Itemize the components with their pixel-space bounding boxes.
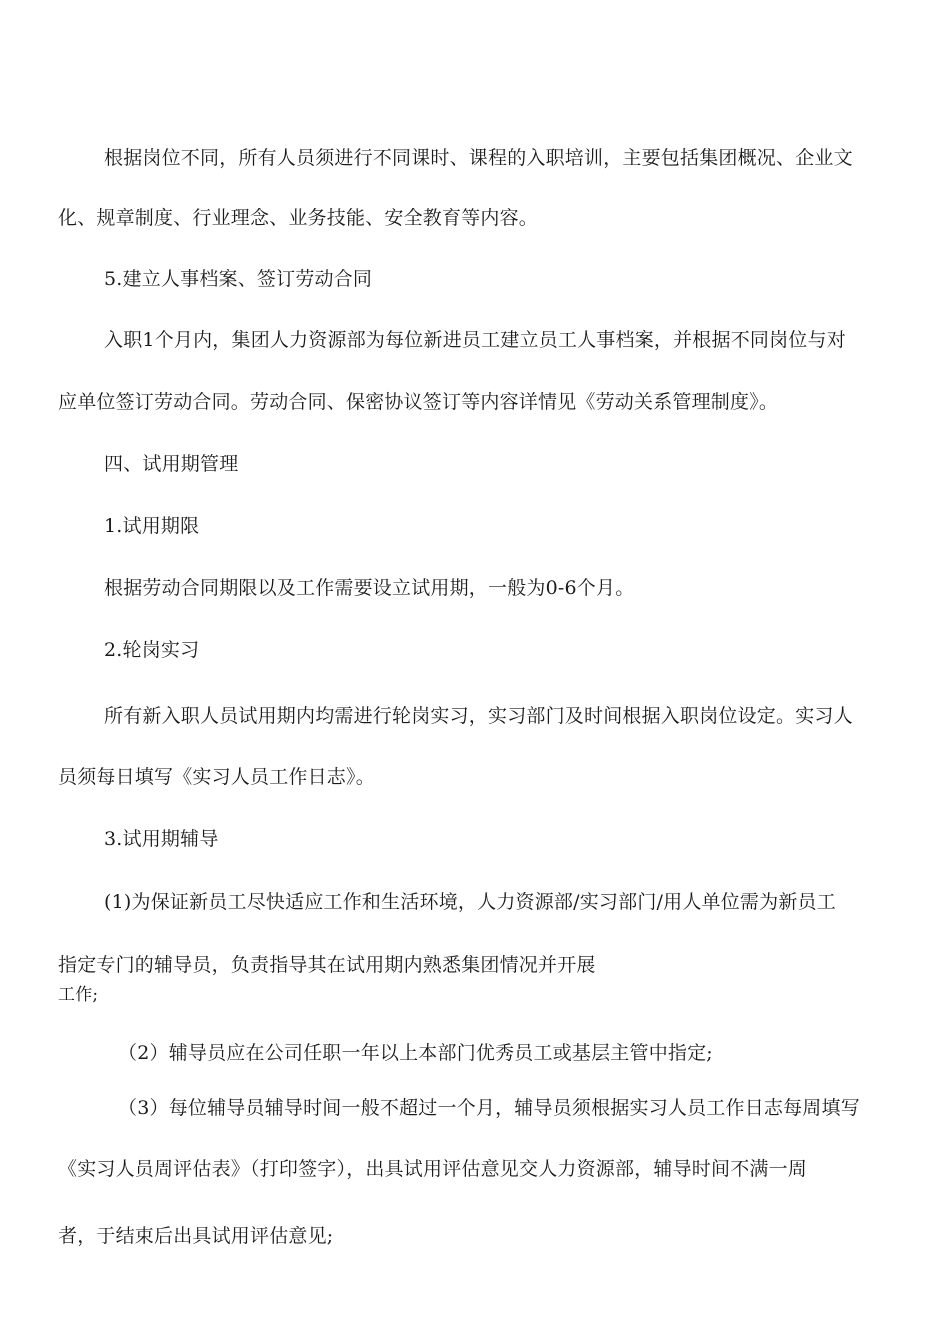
item-1-line-1: (1)为保证新员工尽快适应工作和生活环境，人力资源部/实习部门/用人单位需为新员工 [104,891,836,913]
paragraph-training-line-2: 化、规章制度、行业理念、业务技能、安全教育等内容。 [58,207,539,229]
paragraph-rotation-line-2: 员须每日填写《实习人员工作日志》。 [58,766,375,788]
paragraph-probation-period: 根据劳动合同期限以及工作需要设立试用期，一般为0-6个月。 [104,577,635,599]
section-heading-probation: 四、试用期管理 [104,453,239,475]
paragraph-contract-line-1: 入职1个月内，集团人力资源部为每位新进员工建立员工人事档案，并根据不同岗位与对 [104,329,846,351]
item-3-line-2: 《实习人员周评估表》（打印签字），出具试用评估意见交人力资源部，辅导时间不满一周 [58,1158,808,1180]
heading-rotation: 2.轮岗实习 [104,639,200,661]
item-1-line-3: 工作; [58,985,99,1005]
item-1-line-2: 指定专门的辅导员，负责指导其在试用期内熟悉集团情况并开展 [58,954,596,976]
item-3-line-3: 者，于结束后出具试用评估意见; [58,1225,334,1247]
item-3-line-1: （3）每位辅导员辅导时间一般不超过一个月，辅导员须根据实习人员工作日志每周填写 [118,1097,860,1119]
item-2: （2）辅导员应在公司任职一年以上本部门优秀员工或基层主管中指定; [118,1042,713,1064]
heading-personnel-file: 5.建立人事档案、签订劳动合同 [104,268,373,290]
paragraph-training-line-1: 根据岗位不同，所有人员须进行不同课时、课程的入职培训，主要包括集团概况、企业文 [104,147,853,169]
heading-probation-coaching: 3.试用期辅导 [104,828,219,850]
paragraph-contract-line-2: 应单位签订劳动合同。劳动合同、保密协议签订等内容详情见《劳动关系管理制度》。 [58,391,779,413]
paragraph-rotation-line-1: 所有新入职人员试用期内均需进行轮岗实习，实习部门及时间根据入职岗位设定。实习人 [104,705,853,727]
heading-probation-period: 1.试用期限 [104,515,200,537]
